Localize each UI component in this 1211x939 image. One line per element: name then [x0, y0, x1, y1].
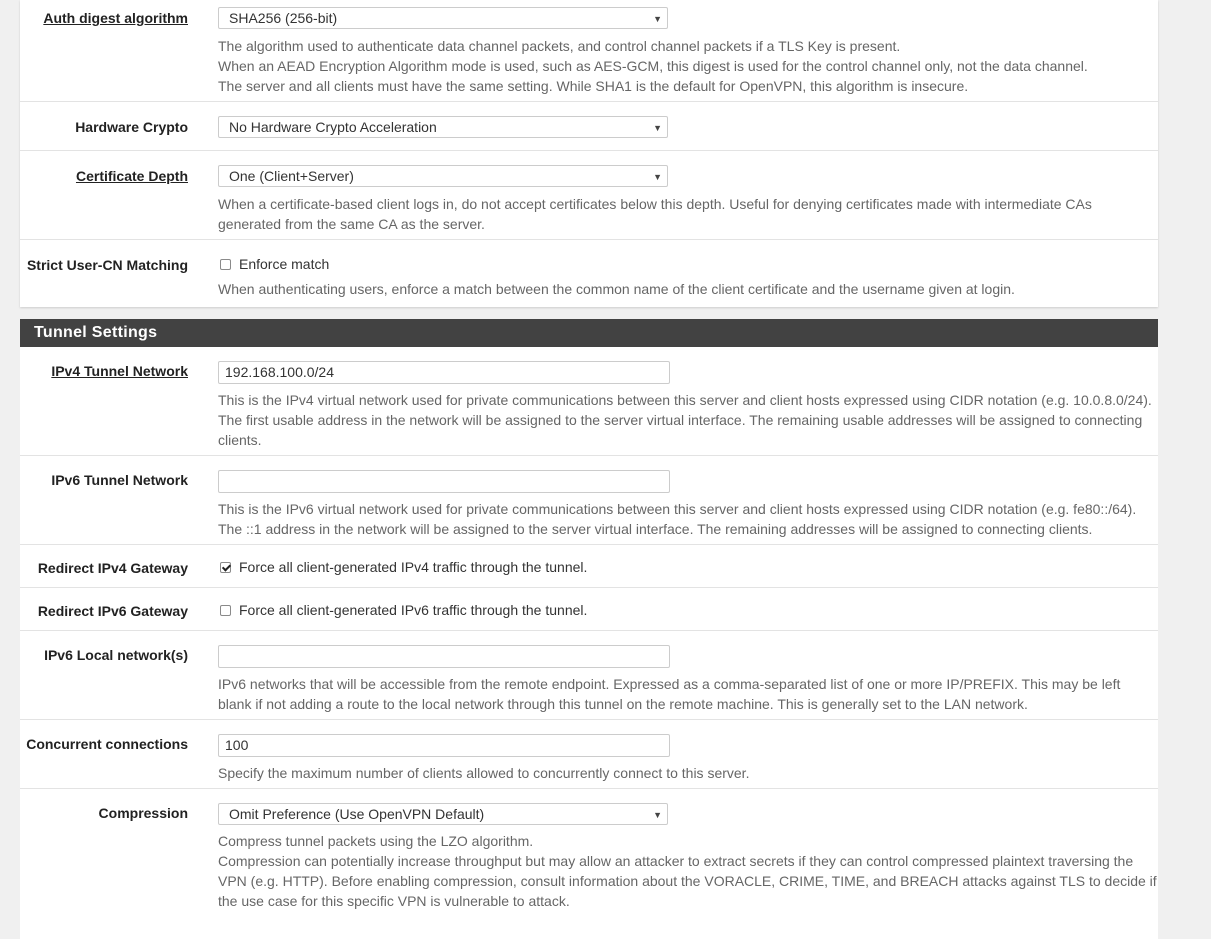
help-line: When an AEAD Encryption Algorithm mode is used, such as AES-GCM, this digest is used for the control channel only, not the data channel.	[218, 58, 1088, 74]
crypto-settings-panel	[20, 0, 1158, 307]
redirect-ipv4-checkbox-wrap[interactable]	[220, 559, 587, 575]
help-line: IPv6 networks that will be accessible from the remote endpoint. Expressed as a comma-separated list of one or more IP/PREFIX. This may be left	[218, 676, 1121, 692]
ipv4-network-input[interactable]: 192.168.100.0/24	[218, 361, 670, 384]
redirect-ipv4-row	[20, 544, 1158, 588]
caret-down-icon: ▼	[653, 172, 662, 182]
strict-cn-checkbox-wrap[interactable]	[220, 256, 329, 272]
strict-cn-label: Strict User-CN Matching	[26, 257, 188, 273]
checkbox-icon[interactable]	[220, 259, 231, 270]
help-line: The first usable address in the network will be assigned to the server virtual interface. The remaining usable addresses will be assigned to connecting	[218, 412, 1143, 428]
help-line: The ::1 address in the network will be assigned to the server virtual interface. The remaining addresses will be assigned to connecting clients.	[218, 521, 1093, 537]
redirect-ipv6-label: Redirect IPv6 Gateway	[37, 603, 188, 619]
help-line: blank if not adding a route to the local network through this tunnel on the remote machine. This is generally set to the LAN network.	[218, 696, 1028, 712]
help-line: Compress tunnel packets using the LZO algorithm.	[218, 833, 534, 849]
cert-depth-help	[218, 194, 1158, 234]
section-title: Tunnel Settings	[20, 319, 1158, 347]
hardware-crypto-label: Hardware Crypto	[75, 119, 188, 135]
compression-label: Compression	[98, 805, 188, 821]
help-line: The server and all clients must have the same setting. While SHA1 is the default for OpenVPN, this algorithm is insecure.	[218, 78, 969, 94]
ipv6-network-input[interactable]	[218, 470, 670, 493]
auth-digest-help	[218, 36, 1158, 96]
caret-down-icon: ▼	[653, 123, 662, 133]
auth-digest-label[interactable]: Auth digest algorithm	[43, 10, 188, 26]
ipv4-network-help	[218, 390, 1158, 450]
compression-row	[20, 788, 1158, 939]
help-line: The algorithm used to authenticate data channel packets, and control channel packets if a TLS Key is present.	[218, 38, 901, 54]
ipv6-network-help	[218, 499, 1158, 539]
ipv6-local-label: IPv6 Local network(s)	[44, 647, 188, 663]
hardware-crypto-select[interactable]	[218, 116, 668, 138]
cert-depth-label[interactable]: Certificate Depth	[75, 168, 188, 184]
cert-depth-value: One (Client+Server)	[229, 168, 354, 184]
help-line: When a certificate-based client logs in, do not accept certificates below this depth. Useful for denying certificates made with intermediate CAs	[218, 196, 1092, 212]
ipv6-local-input[interactable]	[218, 645, 670, 668]
auth-digest-row	[20, 0, 1158, 102]
ipv6-network-row	[20, 455, 1158, 545]
redirect-ipv6-row	[20, 587, 1158, 631]
tunnel-settings-panel	[20, 319, 1158, 939]
ipv4-network-row	[20, 347, 1158, 456]
ipv4-network-label[interactable]: IPv4 Tunnel Network	[51, 363, 188, 379]
ipv6-network-label: IPv6 Tunnel Network	[51, 472, 188, 488]
redirect-ipv6-checkbox-label[interactable]: Force all client-generated IPv6 traffic through the tunnel.	[239, 602, 588, 618]
help-line: Compression can potentially increase throughput but may allow an attacker to extract secrets if they can control compressed plaintext traversing the	[218, 853, 1134, 869]
ipv6-local-help	[218, 674, 1158, 714]
strict-cn-row	[20, 239, 1158, 307]
concurrent-label: Concurrent connections	[26, 736, 188, 752]
concurrent-row	[20, 719, 1158, 789]
compression-value: Omit Preference (Use OpenVPN Default)	[229, 806, 485, 822]
redirect-ipv4-checkbox-label[interactable]: Force all client-generated IPv4 traffic through the tunnel.	[239, 559, 588, 575]
checkbox-checked-icon[interactable]	[220, 562, 231, 573]
help-line: clients.	[218, 432, 262, 448]
help-line: VPN (e.g. HTTP). Before enabling compression, consult information about the VORACLE, CRIME, TIME, and BREACH attacks against TLS to decide if	[218, 873, 1157, 889]
compression-select[interactable]	[218, 803, 668, 825]
help-line: This is the IPv6 virtual network used for private communications between this server and client hosts expressed using CIDR notation (e.g. fe80::/64).	[218, 501, 1137, 517]
concurrent-input[interactable]: 100	[218, 734, 670, 757]
hardware-crypto-value: No Hardware Crypto Acceleration	[229, 119, 437, 135]
auth-digest-select[interactable]	[218, 7, 668, 29]
cert-depth-select[interactable]	[218, 165, 668, 187]
hardware-crypto-row	[20, 101, 1158, 151]
ipv6-local-row	[20, 630, 1158, 720]
checkbox-icon[interactable]	[220, 605, 231, 616]
strict-cn-help: When authenticating users, enforce a match between the common name of the client certificate and the username given at login.	[218, 281, 1015, 297]
compression-help	[218, 831, 1158, 911]
caret-down-icon: ▼	[653, 14, 662, 24]
redirect-ipv6-checkbox-wrap[interactable]	[220, 602, 587, 618]
auth-digest-value: SHA256 (256-bit)	[229, 10, 338, 26]
help-line: the use case for this specific VPN is vulnerable to attack.	[218, 893, 570, 909]
strict-cn-checkbox-label[interactable]: Enforce match	[239, 256, 330, 272]
help-line: generated from the same CA as the server.	[218, 216, 485, 232]
redirect-ipv4-label: Redirect IPv4 Gateway	[37, 560, 188, 576]
cert-depth-row	[20, 150, 1158, 240]
caret-down-icon: ▼	[653, 810, 662, 820]
concurrent-help: Specify the maximum number of clients allowed to concurrently connect to this server.	[218, 765, 750, 781]
help-line: This is the IPv4 virtual network used for private communications between this server and client hosts expressed using CIDR notation (e.g. 10.0.8.0/24).	[218, 392, 1152, 408]
